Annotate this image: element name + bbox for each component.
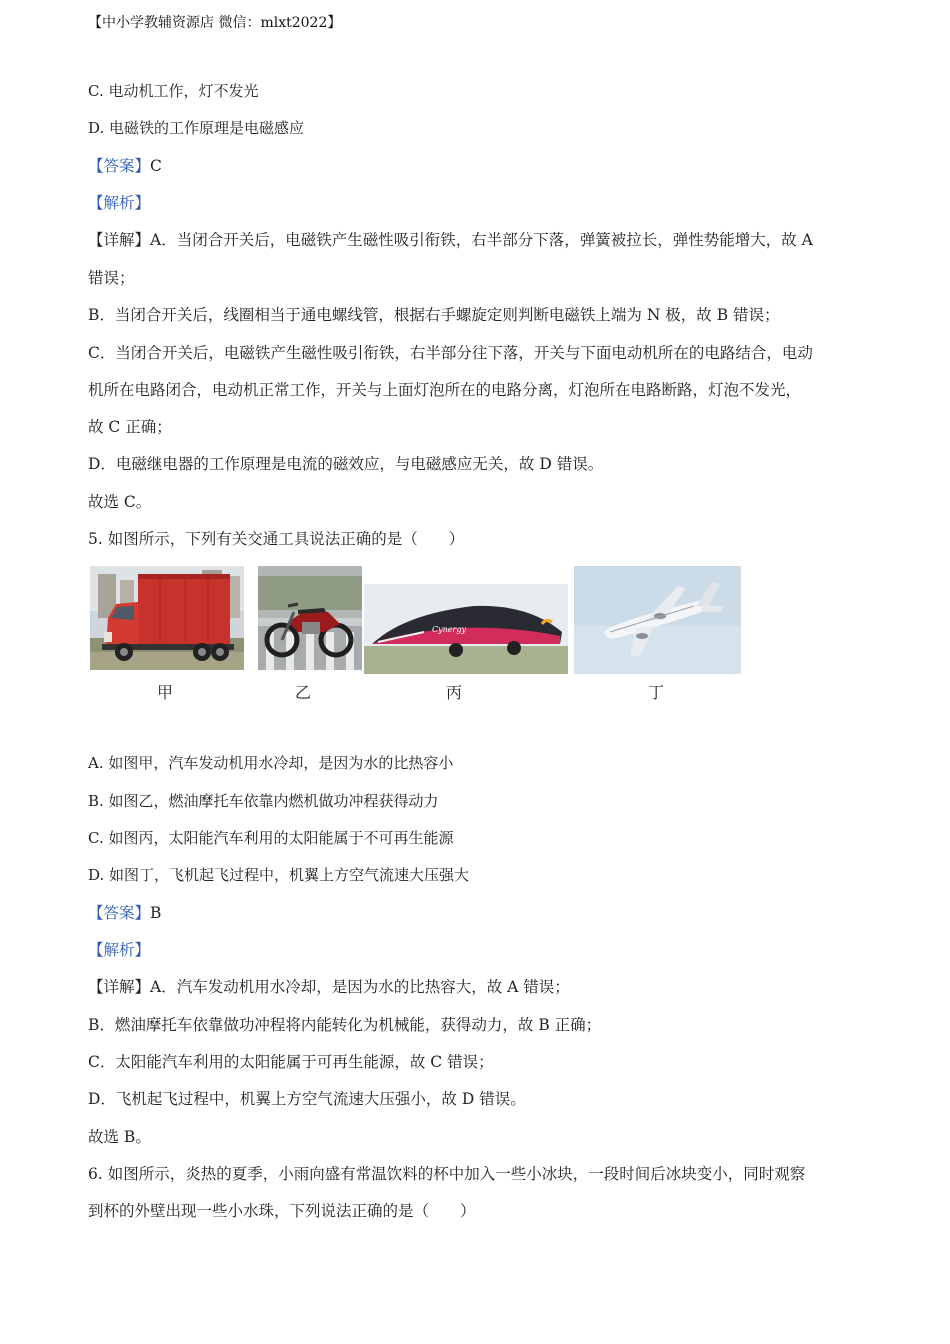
answer-value: C [150, 157, 162, 175]
q4-detail-a [88, 230, 813, 250]
q4-detail-c-cont: 机所在电路闭合，电动机正常工作，开关与上面灯泡所在的电路分离，灯泡所在电路断路，灯泡不发光， [88, 381, 802, 399]
page-header: 【中小学教辅资源店 微信：mlxt2022】 [88, 15, 342, 31]
q4-detail-c: C．当闭合开关后，电磁铁产生磁性吸引衔铁，右半部分往下落，开关与下面电动机所在的电路结合，电动 [88, 344, 813, 362]
detail-a-text: A．当闭合开关后，电磁铁产生磁性吸引衔铁，右半部分下落，弹簧被拉长，弹性势能增大，故 A [150, 231, 813, 249]
airplane-image [574, 566, 741, 674]
solar-car-image [364, 584, 568, 674]
detail-a-text: A．汽车发动机用水冷却，是因为水的比热容大，故 A 错误； [150, 978, 570, 996]
q6-stem-cont: 到杯的外壁出现一些小水珠，下列说法正确的是（ ） [88, 1202, 476, 1220]
q4-detail-b: B．当闭合开关后，线圈相当于通电螺线管，根据右手螺旋定则判断电磁铁上端为 N 极，故 B 错误； [88, 306, 780, 324]
answer-value: B [150, 904, 162, 922]
caption-bing: 丙 [446, 683, 463, 702]
answer-tag: 【答案】 [88, 904, 151, 922]
q4-analysis-tag: 【解析】 [88, 194, 151, 212]
q5-answer [88, 903, 161, 923]
caption-jia: 甲 [157, 683, 174, 702]
q5-option-a: A. 如图甲，汽车发动机用水冷却，是因为水的比热容小 [88, 754, 454, 772]
q5-option-b: B. 如图乙，燃油摩托车依靠内燃机做功冲程获得动力 [88, 792, 439, 810]
answer-tag: 【答案】 [88, 157, 151, 175]
q4-detail-a-cont: 错误； [88, 269, 135, 287]
q4-detail-d: D．电磁继电器的工作原理是电流的磁效应，与电磁感应无关，故 D 错误。 [88, 455, 604, 473]
q5-option-d: D. 如图丁，飞机起飞过程中，机翼上方空气流速大压强大 [88, 866, 470, 884]
q4-detail-c-cont2: 故 C 正确； [88, 418, 172, 436]
detail-tag: 【详解】 [88, 231, 151, 249]
q4-option-d: D. 电磁铁的工作原理是电磁感应 [88, 119, 305, 137]
detail-tag: 【详解】 [88, 978, 151, 996]
q5-conclusion: 故选 B。 [88, 1128, 151, 1146]
q5-detail-a [88, 977, 570, 997]
truck-image [90, 566, 244, 670]
caption-ding: 丁 [648, 683, 665, 702]
q4-option-c: C. 电动机工作，灯不发光 [88, 82, 259, 100]
q5-analysis-tag: 【解析】 [88, 941, 151, 959]
q5-stem: 5. 如图所示，下列有关交通工具说法正确的是（ ） [88, 530, 465, 548]
q5-option-c: C. 如图丙，太阳能汽车利用的太阳能属于不可再生能源 [88, 829, 454, 847]
caption-yi: 乙 [295, 683, 312, 702]
motorcycle-image [258, 566, 362, 670]
solar-car-logo: Cynergy [432, 625, 466, 634]
q5-detail-b: B．燃油摩托车依靠做功冲程将内能转化为机械能，获得动力，故 B 正确； [88, 1016, 602, 1034]
q4-conclusion: 故选 C。 [88, 493, 152, 511]
q5-detail-d: D．飞机起飞过程中，机翼上方空气流速大压强小，故 D 错误。 [88, 1090, 526, 1108]
q4-answer [88, 156, 162, 176]
q6-stem: 6. 如图所示，炎热的夏季，小雨向盛有常温饮料的杯中加入一些小冰块，一段时间后冰块变小，同时观察 [88, 1165, 806, 1183]
q5-detail-c: C．太阳能汽车利用的太阳能属于可再生能源，故 C 错误； [88, 1053, 494, 1071]
